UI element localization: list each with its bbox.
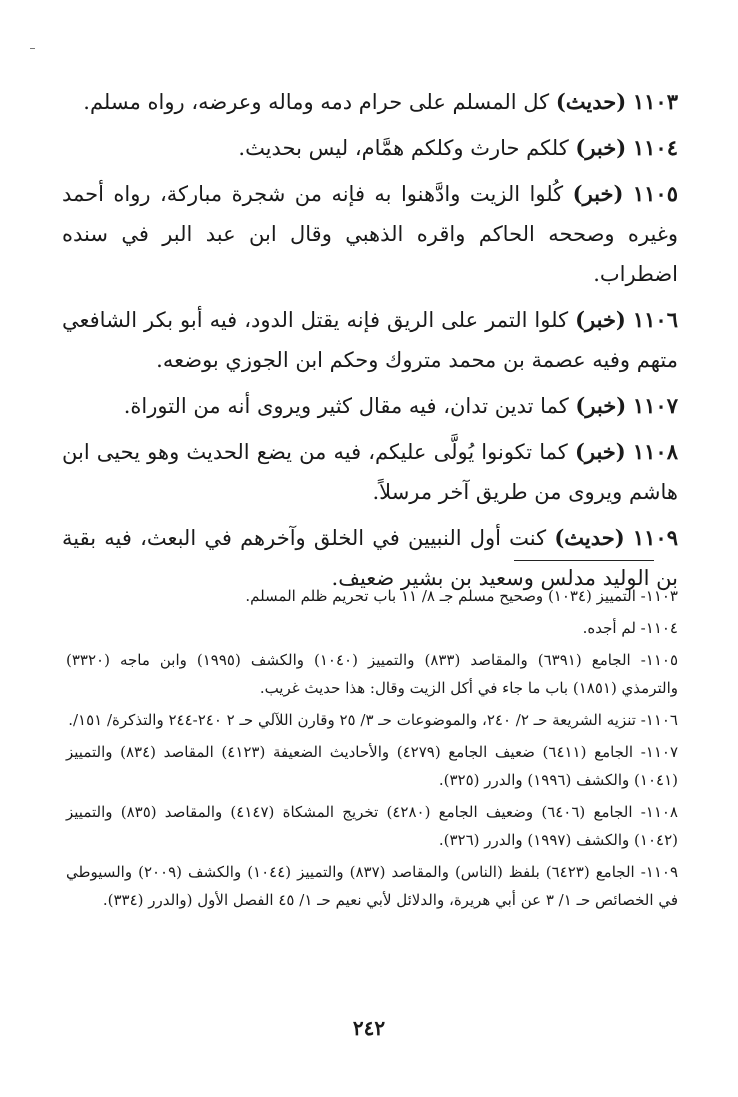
entry-text: كلوا التمر على الريق فإنه يقتل الدود، فيه أبو بكر الشافعي متهم وفيه عصمة بن محمد متروك وحكم ابن الجوزي بوضعه. [62,308,678,372]
footnote-text: - الجامع (٦٣٩١) والمقاصد (٨٣٣) والتمييز (١٠٤٠) والكشف (١٩٩٥) وابن ماجه (٣٣٢٠) والترمذي (١٨٥١) باب ما جاء في أكل الزيت وقال: هذا حديث غريب. [66,651,678,697]
entry-1106 [62,300,678,380]
footnote-1108 [66,798,678,854]
entry-number: ١١٠٥ [632,181,678,206]
entry-number: ١١٠٩ [632,525,678,550]
entry-type: (خبر) [575,307,626,332]
footnote-number: ١١٠٣ [645,587,678,605]
footnote-text: - تنزيه الشريعة حـ ٢/ ٢٤٠، والموضوعات حـ ٣/ ٢٥ وقارن اللآلي حـ ٢ ٢٤٠-٢٤٤ والتذكرة/ ١٥١/. [68,711,646,729]
main-text [62,82,678,604]
footnote-number: ١١٠٦ [645,711,678,729]
entry-type: (خبر) [574,439,626,464]
footnote-1105 [66,646,678,702]
entry-type: (حديث) [555,89,627,114]
entry-number: ١١٠٤ [632,135,678,160]
entry-1108 [62,432,678,512]
footnote-number: ١١٠٤ [645,619,678,637]
footnote-number: ١١٠٩ [645,863,679,881]
footnote-text: - لم أجده. [582,619,646,637]
footnote-1106 [66,706,678,734]
footnote-separator [514,560,654,561]
entry-number: ١١٠٣ [632,89,678,114]
entry-text: كل المسلم على حرام دمه وماله وعرضه، رواه مسلم. [83,90,550,114]
entry-type: (حديث) [554,525,625,550]
page-mark [30,48,35,49]
entry-1107 [62,386,678,426]
entry-text: كنت أول النبيين في الخلق وآخرهم في البعث، فيه بقية بن الوليد مدلس وسعيد بن بشير ضعيف. [62,526,678,590]
entry-number: ١١٠٧ [632,393,678,418]
entry-1105 [62,174,678,294]
entry-number: ١١٠٦ [632,307,678,332]
footnote-number: ١١٠٨ [645,803,678,821]
footnote-1107 [66,738,678,794]
footnote-1104 [66,614,678,642]
entry-text: كما تدين تدان، فيه مقال كثير ويروى أنه من التوراة. [123,394,569,418]
entry-1103 [62,82,678,122]
footnote-text: - الجامع (٦٤١١) ضعيف الجامع (٤٢٧٩) والأحاديث الضعيفة (٤١٢٣) المقاصد (٨٣٤) والتمييز (١٠٤١) والكشف (١٩٩٦) والدرر (٣٢٥). [66,743,678,789]
entry-type: (خبر) [575,393,627,418]
entry-type: (خبر) [575,135,627,160]
entry-text: كلكم حارث وكلكم همَّام، ليس بحديث. [238,136,569,160]
footnote-number: ١١٠٧ [645,743,679,761]
footnote-1109 [66,858,678,914]
footnote-number: ١١٠٥ [645,651,679,669]
page-number: ٢٤٢ [352,1016,386,1040]
entry-type: (خبر) [572,181,624,206]
footnote-text: - الجامع (٦٤٢٣) بلفظ (الناس) والمقاصد (٨٣٧) والتمييز (١٠٤٤) والكشف (٢٠٠٩) والسيوطي في الخصائص حـ ١/ ٣ عن أبي هريرة، والدلائل لأبي نعيم حـ ١/ ٤٥ الفصل الأول (والدرر (٣٣٤). [66,863,678,909]
footnote-1103 [66,582,678,610]
entry-text: كُلوا الزيت وادَّهنوا به فإنه من شجرة مباركة، رواه أحمد وغيره وصححه الحاكم واقره الذهبي وقال ابن عبد البر في سنده اضطراب. [62,182,678,286]
footnote-text: - الجامع (٦٤٠٦) وضعيف الجامع (٤٢٨٠) تخريج المشكاة (٤١٤٧) والمقاصد (٨٣٥) والتمييز (١٠٤٢) والكشف (١٩٩٧) والدرر (٣٢٦). [66,803,678,849]
entry-number: ١١٠٨ [632,439,678,464]
entry-text: كما تكونوا يُولَّى عليكم، فيه من يضع الحديث وهو يحيى ابن هاشم ويروى من طريق آخر مرسلاً. [62,440,678,504]
footnotes [66,582,678,918]
entry-1104 [62,128,678,168]
footnote-text: - التمييز (١٠٣٤) وصحيح مسلم جـ ٨/ ١١ باب تحريم ظلم المسلم. [245,587,646,605]
